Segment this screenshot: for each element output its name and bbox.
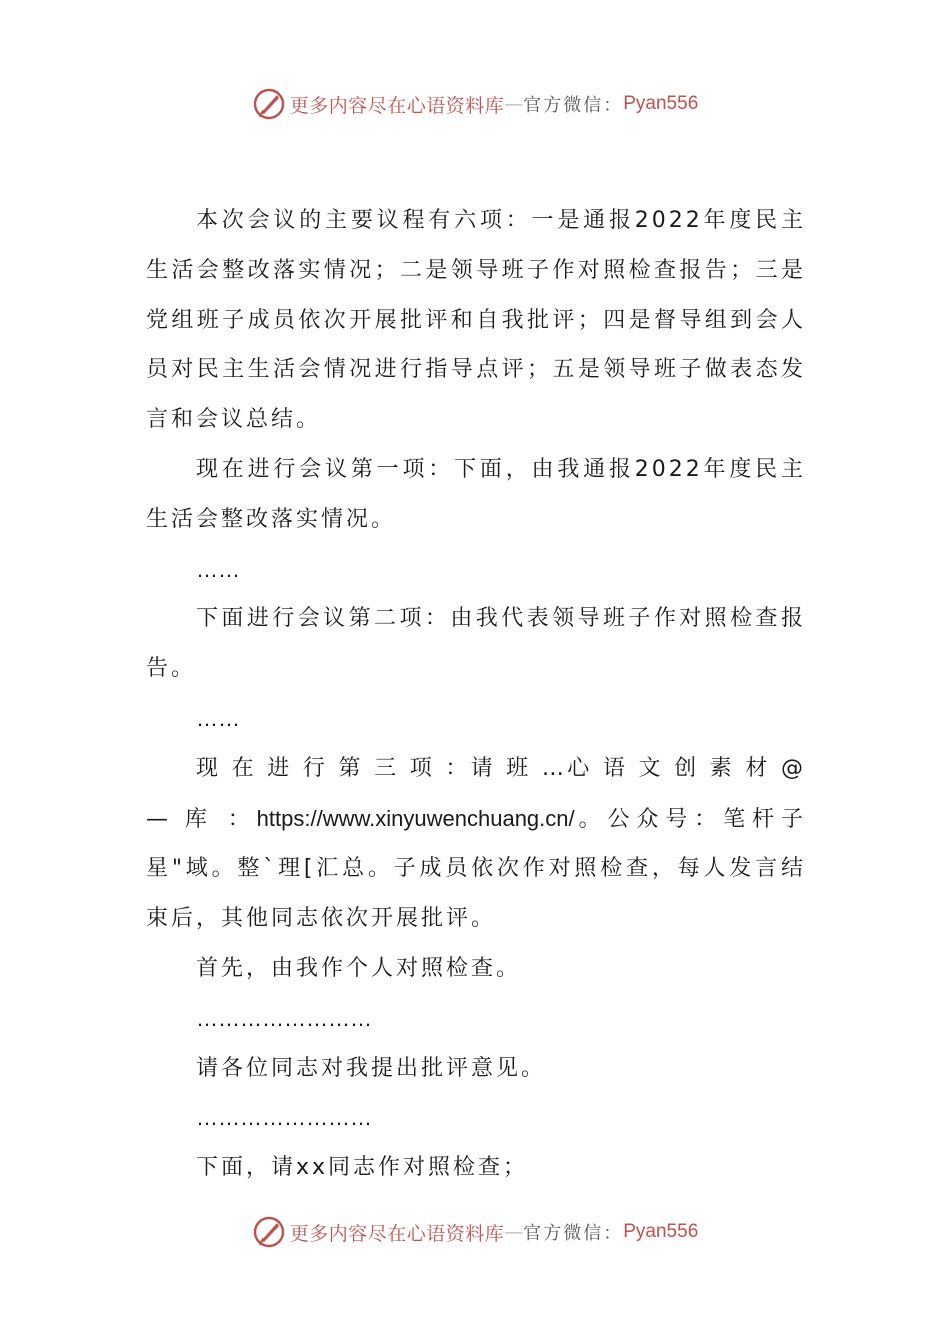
footer-banner bbox=[0, 1212, 950, 1252]
ellipsis-2: …… bbox=[196, 705, 240, 731]
criticism-request-paragraph: 请各位同志对我提出批评意见。 bbox=[196, 1055, 547, 1081]
next-member-paragraph: 下面，请xx同志作对照检查； bbox=[196, 1155, 529, 1181]
footer-banner-id: Pyan556 bbox=[623, 1221, 699, 1242]
header-banner-text: 更多内容尽在心语资料库 bbox=[289, 94, 505, 117]
ellipsis-1: …… bbox=[196, 556, 240, 582]
item-three-rest: 。公众号：笔杆子星"域。整`理[汇总。子成员依次作对照检查，每人发言结束后，其他同志依次开展批评。 bbox=[146, 806, 806, 932]
footer-banner-separator: — bbox=[504, 1221, 524, 1243]
ellipsis-4: …………………… bbox=[196, 1105, 372, 1131]
quill-logo-icon bbox=[252, 1215, 286, 1249]
item-one-paragraph: 现在进行会议第一项：下面，由我通报2022年度民主生活会整改落实情况。 bbox=[146, 456, 806, 532]
header-banner-id: Pyan556 bbox=[623, 93, 699, 114]
item-three-lead: 现 在 进 行 第 三 项 ：请 班 …心 语 文 创 素 材 @— 库 ： bbox=[146, 755, 806, 832]
header-banner bbox=[0, 84, 950, 124]
document-body bbox=[146, 196, 806, 1193]
footer-banner-text: 更多内容尽在心语资料库 bbox=[289, 1222, 505, 1245]
item-three-url: https://www.xinyuwenchuang.cn/ bbox=[256, 805, 575, 831]
agenda-paragraph: 本次会议的主要议程有六项：一是通报2022年度民主生活会整改落实情况；二是领导班子作对照检查报告；三是党组班子成员依次开展批评和自我批评；四是督导组到会人员对民主生活会情况进行指导点评；五是领导班子做表态发言和会议总结。 bbox=[146, 208, 806, 433]
item-three-paragraph bbox=[146, 744, 806, 944]
header-banner-official: 官方微信： bbox=[523, 95, 624, 116]
footer-banner-official: 官方微信： bbox=[523, 1223, 624, 1244]
quill-logo-icon bbox=[252, 87, 286, 121]
self-review-paragraph: 首先，由我作个人对照检查。 bbox=[196, 955, 522, 981]
item-two-paragraph: 下面进行会议第二项：由我代表领导班子作对照检查报告。 bbox=[146, 606, 806, 682]
ellipsis-3: …………………… bbox=[196, 1005, 372, 1031]
header-banner-separator: — bbox=[504, 93, 524, 115]
